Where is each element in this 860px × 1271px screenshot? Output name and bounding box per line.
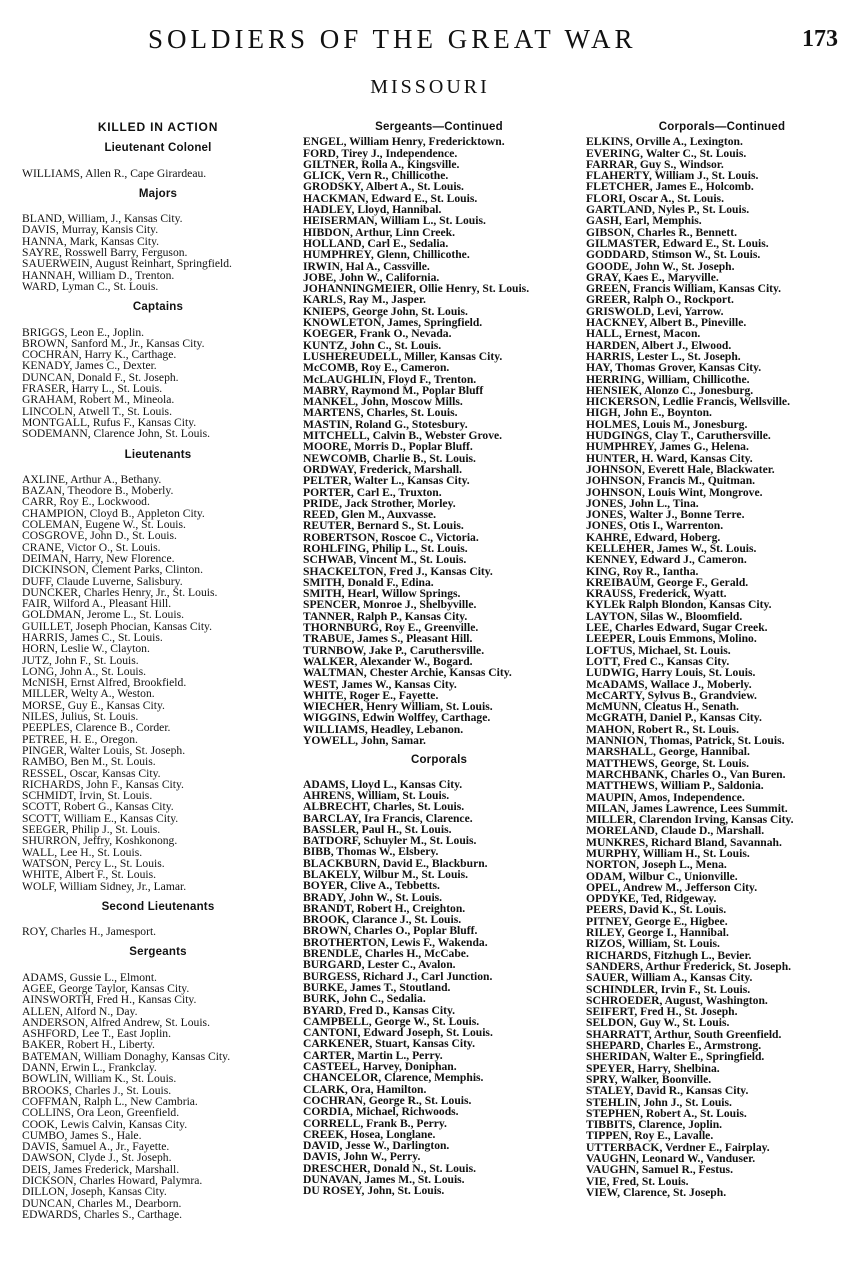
roster-entry: PORTER, Carl E., Truxton. <box>303 485 442 499</box>
roster-entry: BOWLIN, William K., St. Louis. <box>22 1072 177 1086</box>
roster-entry: MARSHALL, George, Hannibal. <box>586 745 750 759</box>
roster-columns <box>22 120 840 1265</box>
roster-entry: HUMPHREY, Glenn, Chillicothe. <box>303 248 470 262</box>
roster-entry: MUNKRES, Richard Bland, Savannah. <box>586 835 782 849</box>
roster-entry: WALKER, Alexander W., Bogard. <box>303 654 473 668</box>
roster-entry: CHANCELOR, Clarence, Memphis. <box>303 1071 484 1085</box>
roster-entry: BARCLAY, Ira Francis, Clarence. <box>303 811 473 825</box>
roster-entry: MAHON, Robert R., St. Louis. <box>586 722 739 736</box>
roster-entry: FRASER, Harry L., St. Louis. <box>22 382 163 396</box>
roster-entry: SEEGER, Philip J., St. Louis. <box>22 823 161 837</box>
roster-entry: EDWARDS, Charles S., Carthage. <box>22 1207 183 1221</box>
roster-entry: PEERS, David K., St. Louis. <box>586 903 727 917</box>
roster-entry: McNISH, Ernst Alfred, Brookfield. <box>22 676 187 690</box>
roster-entry: MILAN, James Lawrence, Lees Summit. <box>586 801 788 815</box>
roster-entry: CLARK, Ora, Hamilton. <box>303 1082 427 1096</box>
roster-entry: SAYRE, Rosswell Barry, Ferguson. <box>22 246 188 260</box>
roster-entry: KOEGER, Frank O., Nevada. <box>303 327 452 341</box>
roster-entry: DEIS, James Frederick, Marshall. <box>22 1162 180 1176</box>
roster-entry: KUNTZ, John C., St. Louis. <box>303 338 442 352</box>
roster-entry: JOHNSON, Everett Hale, Blackwater. <box>586 462 775 476</box>
roster-entry: HERRING, William, Chillicothe. <box>586 372 750 386</box>
roster-entry: GILMASTER, Edward E., St. Louis. <box>586 236 769 250</box>
roster-entry: DAVID, Jesse W., Darlington. <box>303 1139 450 1153</box>
roster-entry: SMITH, Donald F., Edina. <box>303 575 434 589</box>
roster-entry: LEEPER, Louis Emmons, Molino. <box>586 632 757 646</box>
roster-entry: ADAMS, Lloyd L., Kansas City. <box>303 777 463 791</box>
roster-entry: ALLEN, Alford N., Day. <box>22 1004 138 1018</box>
roster-entry: FAIR, Wilford A., Pleasant Hill. <box>22 597 172 611</box>
roster-entry: THORNBURG, Roy E., Greenville. <box>303 621 479 635</box>
roster-entry: RICHARDS, John F., Kansas City. <box>22 777 184 791</box>
roster-entry: SHEPARD, Charles E., Armstrong. <box>586 1039 762 1053</box>
roster-entry: ROBERTSON, Roscoe C., Victoria. <box>303 530 479 544</box>
roster-entry: HICKERSON, Ledlie Francis, Wellsville. <box>586 395 790 409</box>
roster-entry: HIGH, John E., Boynton. <box>586 406 712 420</box>
roster-entry: ORDWAY, Frederick, Marshall. <box>303 462 462 476</box>
roster-entry: GUILLET, Joseph Phocian, Kansas City. <box>22 619 212 633</box>
roster-entry: SANDERS, Arthur Frederick, St. Joseph. <box>586 959 792 973</box>
roster-entry: KARLS, Ray M., Jasper. <box>303 293 426 307</box>
roster-entry: GODDARD, Stimson W., St. Louis. <box>586 248 761 262</box>
roster-entry: JOHNSON, Francis M., Quitman. <box>586 474 756 488</box>
roster-entry: LEE, Charles Edward, Sugar Creek. <box>586 621 768 635</box>
roster-entry: TIPPEN, Roy E., Lavalle. <box>586 1129 714 1143</box>
roster-entry: GILTNER, Rolla A., Kingsville. <box>303 157 460 171</box>
roster-entry: PELTER, Walter L., Kansas City. <box>303 474 470 488</box>
roster-entry: BAKER, Robert H., Liberty. <box>22 1038 155 1052</box>
roster-entry: BROWN, Charles O., Poplar Bluff. <box>303 924 478 938</box>
section-heading: KILLED IN ACTION <box>97 120 219 134</box>
roster-entry: WIGGINS, Edwin Wolffey, Carthage. <box>303 711 491 725</box>
roster-entry: GLICK, Vern R., Chillicothe. <box>303 169 449 183</box>
roster-entry: BRANDT, Robert H., Creighton. <box>303 901 466 915</box>
section-heading: Second Lieutenants <box>101 900 215 913</box>
roster-entry: BRIGGS, Leon E., Joplin. <box>22 325 145 339</box>
roster-entry: McCARTY, Sylvus B., Grandview. <box>586 688 757 702</box>
roster-entry: CUMBO, James S., Hale. <box>22 1128 142 1142</box>
roster-entry: HUMPHREY, James G., Helena. <box>586 440 749 454</box>
roster-entry: SCHINDLER, Irvin F., St. Louis. <box>586 982 751 996</box>
roster-entry: TURNBOW, Jake P., Caruthersville. <box>303 643 485 657</box>
roster-entry: GRAY, Kaes E., Maryville. <box>586 270 719 284</box>
section-heading: Captains <box>132 301 184 314</box>
roster-entry: CARTER, Martin L., Perry. <box>303 1048 443 1062</box>
page-number: 173 <box>802 26 838 52</box>
roster-entry: BURGESS, Richard J., Carl Junction. <box>303 969 493 983</box>
roster-entry: BAZAN, Theodore B., Moberly. <box>22 484 174 498</box>
roster-entry: SHACKELTON, Fred J., Kansas City. <box>303 564 493 578</box>
roster-entry: ROY, Charles H., Jamesport. <box>22 925 157 939</box>
roster-entry: DRESCHER, Donald N., St. Louis. <box>303 1161 476 1175</box>
roster-entry: HIBDON, Arthur, Linn Creek. <box>303 225 456 239</box>
roster-entry: KING, Roy R., Iantha. <box>586 564 699 578</box>
roster-entry: MATTHEWS, George, St. Louis. <box>586 756 750 770</box>
roster-entry: MORELAND, Claude D., Marshall. <box>586 824 765 838</box>
roster-entry: IRWIN, Hal A., Cassville. <box>303 259 430 273</box>
roster-entry: DAVIS, Samuel A., Jr., Fayette. <box>22 1140 170 1154</box>
entry-list <box>22 972 294 1221</box>
roster-entry: MILLER, Welty A., Weston. <box>22 687 155 701</box>
entry-list <box>22 926 294 937</box>
roster-entry: SCHROEDER, August, Washington. <box>586 993 768 1007</box>
roster-entry: DANN, Erwin L., Frankclay. <box>22 1061 157 1075</box>
roster-entry: AXLINE, Arthur A., Bethany. <box>22 472 162 486</box>
roster-entry: WIECHER, Henry William, St. Louis. <box>303 700 493 714</box>
roster-entry: PINGER, Walter Louis, St. Joseph. <box>22 743 186 757</box>
roster-entry: GARTLAND, Nyles P., St. Louis. <box>586 203 750 217</box>
roster-entry: CRANE, Victor O., St. Louis. <box>22 540 161 554</box>
roster-entry: VIE, Fred, St. Louis. <box>586 1174 689 1188</box>
roster-entry: FLETCHER, James E., Holcomb. <box>586 180 754 194</box>
roster-entry: JUTZ, John F., St. Louis. <box>22 653 139 667</box>
roster-entry: PITNEY, George E., Higbee. <box>586 914 728 928</box>
roster-entry: JOBE, John W., California. <box>303 270 440 284</box>
roster-entry: TANNER, Ralph P., Kansas City. <box>303 609 468 623</box>
roster-entry: NEWCOMB, Charlie B., St. Louis. <box>303 451 476 465</box>
roster-entry: McGRATH, Daniel P., Kansas City. <box>586 711 762 725</box>
roster-entry: LINCOLN, Atwell T., St. Louis. <box>22 404 172 418</box>
roster-entry: CORRELL, Frank B., Perry. <box>303 1116 447 1130</box>
roster-entry: GRAHAM, Robert M., Mineola. <box>22 393 175 407</box>
roster-entry: HARRIS, James C., St. Louis. <box>22 630 163 644</box>
roster-entry: FLAHERTY, William J., St. Louis. <box>586 169 759 183</box>
roster-entry: LUSHEREUDELL, Miller, Kansas City. <box>303 349 503 363</box>
column-3 <box>586 120 858 1198</box>
roster-entry: COFFMAN, Ralph L., New Cambria. <box>22 1094 198 1108</box>
roster-entry: EVERING, Walter C., St. Louis. <box>586 146 747 160</box>
roster-entry: MATTHEWS, William P., Saldonia. <box>586 779 764 793</box>
roster-entry: DILLON, Joseph, Kansas City. <box>22 1185 167 1199</box>
roster-entry: HEISERMAN, William L., St. Louis. <box>303 214 486 228</box>
roster-entry: KNOWLETON, James, Springfield. <box>303 316 483 330</box>
roster-entry: COSGROVE, John D., St. Louis. <box>22 529 177 543</box>
roster-entry: WOLF, William Sidney, Jr., Lamar. <box>22 879 187 893</box>
roster-entry: RESSEL, Oscar, Kansas City. <box>22 766 161 780</box>
roster-entry: BLAND, William, J., Kansas City. <box>22 212 183 226</box>
entry-list <box>22 168 294 179</box>
roster-entry: COCHRAN, George R., St. Louis. <box>303 1093 472 1107</box>
roster-entry: DUFF, Claude Luverne, Salisbury. <box>22 574 183 588</box>
roster-entry: BURKE, James T., Stoutland. <box>303 980 451 994</box>
roster-entry: SODEMANN, Clarence John, St. Louis. <box>22 427 211 441</box>
roster-entry: COLLINS, Ora Leon, Greenfield. <box>22 1106 180 1120</box>
roster-entry: CAMPBELL, George W., St. Louis. <box>303 1014 480 1028</box>
state-title: MISSOURI <box>370 76 490 98</box>
roster-entry: STEPHEN, Robert A., St. Louis. <box>586 1106 747 1120</box>
roster-entry: DUNCAN, Donald F., St. Joseph. <box>22 370 179 384</box>
roster-entry: HENSIEK, Alonzo C., Jonesburg. <box>586 383 754 397</box>
roster-entry: GRISWOLD, Levi, Yarrow. <box>586 304 724 318</box>
roster-entry: CASTEEL, Harvey, Doniphan. <box>303 1060 457 1074</box>
roster-entry: SAUER, William A., Kansas City. <box>586 971 753 985</box>
roster-entry: PRIDE, Jack Strother, Morley. <box>303 496 456 510</box>
roster-entry: FORD, Tirey J., Independence. <box>303 146 458 160</box>
entry-list <box>586 136 858 1198</box>
roster-entry: LOFTUS, Michael, St. Louis. <box>586 643 731 657</box>
roster-entry: LONG, John A., St. Louis. <box>22 664 146 678</box>
roster-entry: GREEN, Francis William, Kansas City. <box>586 282 782 296</box>
roster-entry: RICHARDS, Fitzhugh L., Bevier. <box>586 948 752 962</box>
roster-entry: HORN, Leslie W., Clayton. <box>22 642 150 656</box>
roster-entry: AINSWORTH, Fred H., Kansas City. <box>22 993 197 1007</box>
roster-entry: DU ROSEY, John, St. Louis. <box>303 1184 445 1198</box>
roster-entry: BROTHERTON, Lewis F., Wakenda. <box>303 935 488 949</box>
roster-entry: ENGEL, William Henry, Fredericktown. <box>303 135 505 149</box>
roster-entry: STEHLIN, John J., St. Louis. <box>586 1095 732 1109</box>
roster-entry: MARCHBANK, Charles O., Van Buren. <box>586 767 786 781</box>
roster-entry: YOWELL, John, Samar. <box>303 734 426 748</box>
roster-entry: SCOTT, Robert G., Kansas City. <box>22 800 174 814</box>
roster-entry: SCOTT, William E., Kansas City. <box>22 811 179 825</box>
roster-entry: BIBB, Thomas W., Elsbery. <box>303 845 439 859</box>
roster-entry: JONES, Otis I., Warrenton. <box>586 519 724 533</box>
roster-entry: WATSON, Percy L., St. Louis. <box>22 856 165 870</box>
roster-entry: SCHMIDT, Irvin, St. Louis. <box>22 789 153 803</box>
roster-entry: RILEY, George I., Hannibal. <box>586 926 729 940</box>
column-2 <box>303 120 575 1197</box>
roster-entry: MURPHY, William H., St. Louis. <box>586 847 750 860</box>
roster-entry: JOHNSON, Louis Wint, Mongrove. <box>586 485 763 499</box>
roster-entry: SPEYER, Harry, Shelbina. <box>586 1061 720 1075</box>
roster-entry: COOK, Lewis Calvin, Kansas City. <box>22 1117 188 1131</box>
entry-list <box>303 779 575 1197</box>
roster-entry: KRAUSS, Frederick, Wyatt. <box>586 587 727 601</box>
roster-entry: SAUERWEIN, August Reinhart, Springfield. <box>22 257 232 271</box>
roster-entry: BOYER, Clive A., Tebbetts. <box>303 879 440 893</box>
roster-entry: KENADY, James C., Dexter. <box>22 359 157 373</box>
roster-entry: SCHWAB, Vincent M., St. Louis. <box>303 553 467 567</box>
section-heading: Corporals <box>410 754 468 767</box>
roster-entry: GRODSKY, Albert A., St. Louis. <box>303 180 464 194</box>
roster-entry: McMUNN, Cleatus H., Senath. <box>586 700 739 714</box>
roster-entry: McCOMB, Roy E., Cameron. <box>303 361 450 375</box>
roster-entry: WHITE, Roger E., Fayette. <box>303 688 439 702</box>
roster-entry: DAVIS, Murray, Kansis City. <box>22 223 159 237</box>
roster-entry: DAVIS, John W., Perry. <box>303 1150 421 1164</box>
roster-entry: BYARD, Fred D., Kansas City. <box>303 1003 456 1017</box>
roster-entry: MARTENS, Charles, St. Louis. <box>303 406 458 420</box>
roster-entry: MILLER, Clarendon Irving, Kansas City. <box>586 813 794 827</box>
roster-entry: DUNCKER, Charles Henry, Jr., St. Louis. <box>22 585 218 599</box>
roster-entry: AGEE, George Taylor, Kansas City. <box>22 982 190 995</box>
roster-entry: GIBSON, Charles R., Bennett. <box>586 225 738 239</box>
roster-entry: WILLIAMS, Allen R., Cape Girardeau. <box>22 166 207 180</box>
roster-entry: CARKENER, Stuart, Kansas City. <box>303 1037 475 1051</box>
column-1 <box>22 120 294 1220</box>
roster-entry: HOLMES, Louis M., Jonesburg. <box>586 417 748 431</box>
section-heading: Majors <box>138 187 178 200</box>
roster-entry: HAY, Thomas Grover, Kansas City. <box>586 361 762 375</box>
roster-entry: TRABUE, James S., Pleasant Hill. <box>303 632 473 646</box>
roster-entry: REUTER, Bernard S., St. Louis. <box>303 519 464 533</box>
roster-entry: ASHFORD, Lee T., East Joplin. <box>22 1027 171 1041</box>
roster-entry: FLORI, Oscar A., St. Louis. <box>586 191 724 205</box>
entry-list <box>22 474 294 892</box>
roster-entry: PEEPLES, Clarence B., Corder. <box>22 721 171 735</box>
roster-entry: BURK, John C., Sedalia. <box>303 992 426 1006</box>
roster-entry: MONTGALL, Rufus F., Kansas City. <box>22 415 197 429</box>
roster-entry: KYLEk Ralph Blondon, Kansas City. <box>586 598 772 612</box>
roster-entry: RAMBO, Ben M., St. Louis. <box>22 755 156 769</box>
roster-entry: DEIMAN, Harry, New Florence. <box>22 551 175 565</box>
roster-entry: JOHANNINGMEIER, Ollie Henry, St. Louis. <box>303 282 530 296</box>
section-heading: Lieutenant Colonel <box>104 142 212 155</box>
roster-entry: HOLLAND, Carl E., Sedalia. <box>303 236 449 250</box>
roster-entry: KNIEPS, George John, St. Louis. <box>303 304 468 318</box>
roster-entry: ODAM, Wilbur C., Unionville. <box>586 869 738 883</box>
roster-entry: CORDIA, Michael, Richwoods. <box>303 1105 459 1119</box>
roster-entry: MANKEL, John, Moscow Mills. <box>303 395 463 409</box>
roster-entry: MORSE, Guy E., Kansas City. <box>22 698 165 712</box>
roster-entry: VIEW, Clarence, St. Joseph. <box>586 1185 727 1199</box>
running-title: SOLDIERS OF THE GREAT WAR <box>148 24 637 54</box>
roster-entry: MITCHELL, Calvin B., Webster Grove. <box>303 429 503 443</box>
roster-entry: HARRIS, Lester L., St. Joseph. <box>586 349 741 363</box>
roster-entry: RIZOS, William, St. Louis. <box>586 937 720 951</box>
roster-entry: SHURRON, Jeffry, Koshkonong. <box>22 834 178 848</box>
roster-entry: BROWN, Sanford M., Jr., Kansas City. <box>22 336 205 350</box>
roster-entry: BRADY, John W., St. Louis. <box>303 890 443 904</box>
roster-entry: WALL, Lee H., St. Louis. <box>22 845 143 859</box>
roster-entry: SPENCER, Monroe J., Shelbyville. <box>303 598 477 612</box>
roster-entry: KREIBAUM, George F., Gerald. <box>586 575 749 589</box>
roster-entry: ALBRECHT, Charles, St. Louis. <box>303 800 465 814</box>
running-head <box>0 18 860 58</box>
roster-entry: ANDERSON, Alfred Andrew, St. Louis. <box>22 1015 210 1029</box>
roster-entry: BROOK, Clarance J., St. Louis. <box>303 913 462 927</box>
roster-entry: BATEMAN, William Donaghy, Kansas City. <box>22 1049 231 1063</box>
roster-entry: VAUGHN, Leonard W., Vanduser. <box>586 1152 756 1166</box>
roster-entry: GOLDMAN, Jerome L., St. Louis. <box>22 608 184 622</box>
roster-entry: DICKINSON, Clement Parks, Clinton. <box>22 563 203 577</box>
roster-entry: UTTERBACK, Verdner E., Fairplay. <box>586 1140 770 1154</box>
roster-entry: BASSLER, Paul H., St. Louis. <box>303 822 452 836</box>
roster-entry: BLACKBURN, David E., Blackburn. <box>303 856 488 870</box>
roster-entry: HARDEN, Albert J., Elwood. <box>586 338 732 352</box>
roster-entry: WALTMAN, Chester Archie, Kansas City. <box>303 666 512 680</box>
roster-entry: FARRAR, Guy S., Windsor. <box>586 157 724 171</box>
roster-entry: SEIFERT, Fred H., St. Joseph. <box>586 1005 738 1019</box>
roster-entry: HACKMAN, Edward E., St. Louis. <box>303 191 478 205</box>
roster-entry: COCHRAN, Harry K., Carthage. <box>22 348 177 362</box>
section-heading: Sergeants—Continued <box>375 121 503 133</box>
roster-entry: LUDWIG, Harry Louis, St. Louis. <box>586 666 756 680</box>
roster-entry: WEST, James W., Kansas City. <box>303 677 457 691</box>
roster-entry: COLEMAN, Eugene W., St. Louis. <box>22 518 186 532</box>
roster-entry: SPRY, Walker, Boonville. <box>586 1072 712 1086</box>
roster-entry: BURGARD, Lester C., Avalon. <box>303 958 456 972</box>
roster-entry: HADLEY, Lloyd, Hannibal. <box>303 203 442 217</box>
roster-entry: CARR, Roy E., Lockwood. <box>22 495 150 509</box>
roster-entry: NILES, Julius, St. Louis. <box>22 710 139 724</box>
roster-entry: VAUGHN, Samuel R., Festus. <box>586 1163 733 1177</box>
roster-entry: CREEK, Hosea, Longlane. <box>303 1127 436 1141</box>
roster-entry: WHITE, Albert F., St. Louis. <box>22 868 157 882</box>
roster-entry: BROOKS, Charles J., St. Louis. <box>22 1083 172 1097</box>
roster-entry: KENNEY, Edward J., Cameron. <box>586 553 747 567</box>
roster-entry: DUNAVAN, James M., St. Louis. <box>303 1173 465 1187</box>
roster-entry: MOORE, Morris D., Poplar Bluff. <box>303 440 473 454</box>
roster-entry: HUDGINGS, Clay T., Caruthersville. <box>586 429 771 443</box>
roster-entry: LAYTON, Silas W., Bloomfield. <box>586 609 743 623</box>
roster-entry: NORTON, Joseph L., Mena. <box>586 858 727 872</box>
section-heading: Corporals—Continued <box>658 121 786 133</box>
roster-entry: SMITH, Hearl, Willow Springs. <box>303 587 461 601</box>
roster-entry: SHERIDAN, Walter E., Springfield. <box>586 1050 765 1064</box>
roster-entry: SHARRATT, Arthur, South Greenfield. <box>586 1027 782 1041</box>
roster-entry: LOTT, Fred C., Kansas City. <box>586 654 730 668</box>
roster-entry: ADAMS, Gussie L., Elmont. <box>22 970 157 984</box>
roster-entry: CANTONI, Edward Joseph, St. Louis. <box>303 1026 493 1040</box>
roster-entry: HACKNEY, Albert B., Pineville. <box>586 316 747 330</box>
roster-entry: TIBBITS, Clarence, Joplin. <box>586 1118 723 1132</box>
roster-entry: McADAMS, Wallace J., Moberly. <box>586 677 752 691</box>
roster-entry: OPEL, Andrew M., Jefferson City. <box>586 880 758 894</box>
roster-entry: CHAMPION, Cloyd B., Appleton City. <box>22 506 205 520</box>
roster-entry: KELLEHER, James W., St. Louis. <box>586 541 757 555</box>
roster-entry: STALEY, David R., Kansas City. <box>586 1084 749 1098</box>
roster-entry: BATDORF, Schuyler M., St. Louis. <box>303 834 477 848</box>
roster-entry: DUNCAN, Charles M., Dearborn. <box>22 1196 182 1210</box>
roster-entry: JONES, John L., Tina. <box>586 496 699 510</box>
roster-entry: McLAUGHLIN, Floyd F., Trenton. <box>303 372 477 386</box>
roster-entry: MANNION, Thomas, Patrick, St. Louis. <box>586 734 785 748</box>
roster-entry: MABRY, Raymond M., Poplar Bluff <box>303 383 484 397</box>
roster-entry: DAWSON, Clyde J., St. Joseph. <box>22 1151 172 1165</box>
entry-list <box>22 213 294 292</box>
roster-entry: BLAKELY, Wilbur M., St. Louis. <box>303 868 469 881</box>
roster-entry: DICKSON, Charles Howard, Palymra. <box>22 1174 203 1188</box>
roster-entry: PETREE, H. E., Oregon. <box>22 732 138 746</box>
roster-entry: GOODE, John W., St. Joseph. <box>586 259 735 273</box>
roster-entry: ROHLFING, Philip L., St. Louis. <box>303 541 468 555</box>
roster-entry: BRENDLE, Charles H., McCabe. <box>303 947 469 961</box>
roster-entry: KAHRE, Edward, Hoberg. <box>586 530 721 544</box>
roster-entry: HUNTER, H. Ward, Kansas City. <box>586 451 753 465</box>
roster-entry: GREER, Ralph O., Rockport. <box>586 293 734 307</box>
roster-entry: HANNAH, William D., Trenton. <box>22 268 175 282</box>
roster-entry: OPDYKE, Ted, Ridgeway. <box>586 892 717 906</box>
roster-entry: REED, Glen M., Auxvasse. <box>303 508 437 522</box>
roster-entry: JONES, Walter J., Bonne Terre. <box>586 508 745 522</box>
roster-entry: WARD, Lyman C., St. Louis. <box>22 279 159 293</box>
roster-entry: HALL, Ernest, Macon. <box>586 327 701 341</box>
roster-entry: MASTIN, Roland G., Stotesbury. <box>303 417 468 431</box>
roster-entry: AHRENS, William, St. Louis. <box>303 788 450 802</box>
entry-list <box>22 327 294 440</box>
roster-entry: WILLIAMS, Headley, Lebanon. <box>303 722 464 736</box>
roster-entry: MAUPIN, Amos, Independence. <box>586 790 745 804</box>
roster-entry: ELKINS, Orville A., Lexington. <box>586 135 743 149</box>
entry-list <box>303 136 575 746</box>
section-heading: Sergeants <box>129 946 187 959</box>
roster-entry: HANNA, Mark, Kansas City. <box>22 234 160 248</box>
roster-entry: SELDON, Guy W., St. Louis. <box>586 1016 730 1030</box>
section-heading: Lieutenants <box>124 448 192 461</box>
roster-entry: GASH, Earl, Memphis. <box>586 214 702 228</box>
